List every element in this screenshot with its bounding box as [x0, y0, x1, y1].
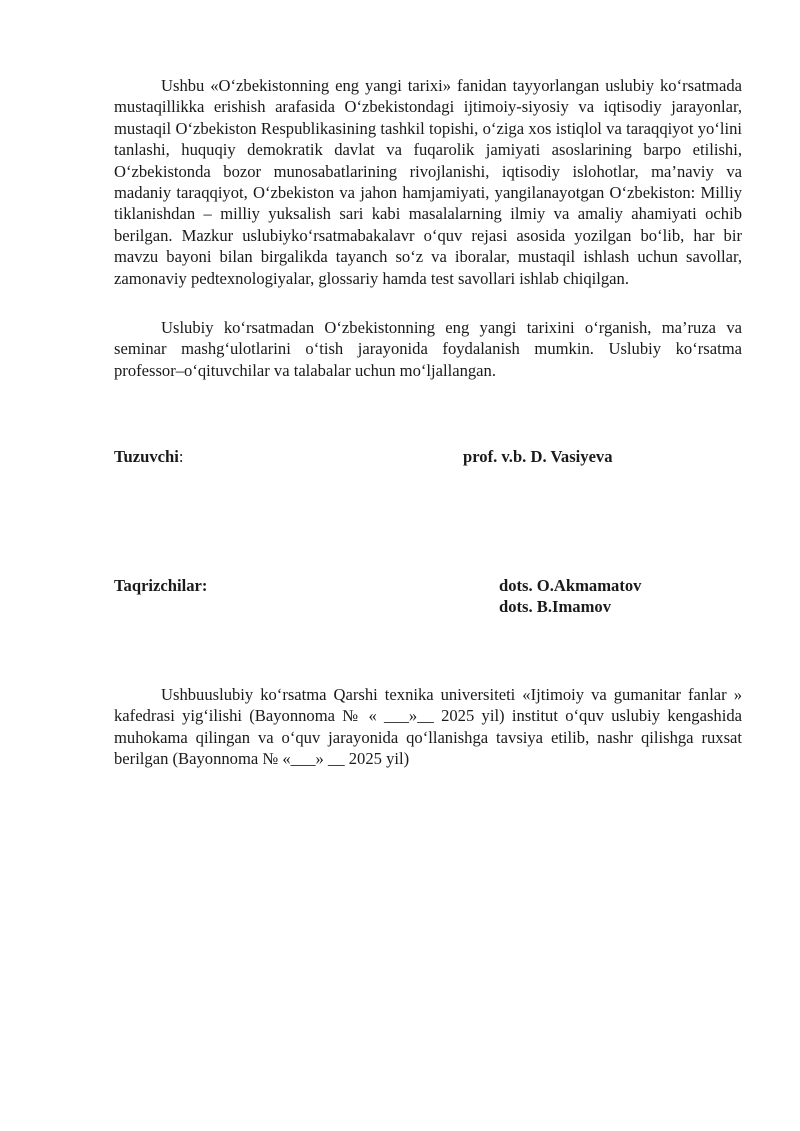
compiler-label-block [114, 446, 184, 467]
compiler-name: prof. v.b. D. Vasiyeva [463, 447, 613, 466]
approval-paragraph: Ushbuuslubiy ko‘rsatma Qarshi texnika universiteti «Ijtimoiy va gumanitar fanlar » kafedrasi yig‘ilishi (Bayonnoma № « ___»__ 2025 yil) institut o‘quv uslubiy kengashida muhokama qilingan va o‘quv jarayonida qo‘llanishga tavsiya etilib, nashr qilishga ruxsat berilgan (Bayonnoma № «___» __ 2025 yil) [114, 685, 742, 769]
compiler-label-colon: : [178, 447, 184, 466]
reviewers-label: Taqrizchilar: [114, 576, 208, 595]
usage-paragraph: Uslubiy ko‘rsatmadan O‘zbekistonning eng yangi tarixini o‘rganish, ma’ruza va seminar mashg‘ulotlarini o‘tish jarayonida foydalanish mumkin. Uslubiy ko‘rsatma professor–o‘qituvchilar va talabalar uchun mo‘ljallangan. [114, 318, 742, 380]
reviewer-name: dots. O.Akmamatov [499, 576, 642, 595]
compiler-label: Tuzuvchi [114, 447, 179, 466]
reviewers-list [499, 575, 641, 618]
reviewer-name: dots. B.Imamov [499, 597, 612, 617]
intro-paragraph: Ushbu «O‘zbekistonning eng yangi tarixi» fanidan tayyorlangan uslubiy ko‘rsatmada mustaqillikka erishish arafasida O‘zbekistondagi ijtimoiy-siyosiy va iqtisodiy jarayonlar, mustaqil O‘zbekiston Respublikasining tashkil topishi, o‘ziga xos istiqlol va taraqqiyot yo‘lini tanlashi, huquqiy demokratik davlat va fuqarolik jamiyati asoslarining barpo etilishi, O‘zbekistonda bozor munosabatlarining rivojlanishi, iqtisodiy islohotlar, ma’naviy va madaniy taraqqiyot, O‘zbekiston va jahon hamjamiyati, yangilanayotgan O‘zbekiston: Milliy tiklanishdan – milliy yuksalish sari kabi masalalarning ilmiy va amaliy ahamiyati ochib berilgan. Mazkur uslubiyko‘rsatmabakalavr o‘quv rejasi asosida yozilgan bo‘lib, har bir mavzu bayoni bilan birgalikda tayanch so‘z va iboralar, mustaqil ishlash uchun savollar, zamonaviy pedtexnologiyalar, glossariy hamda test savollari ishlab chiqilgan. [114, 76, 742, 288]
